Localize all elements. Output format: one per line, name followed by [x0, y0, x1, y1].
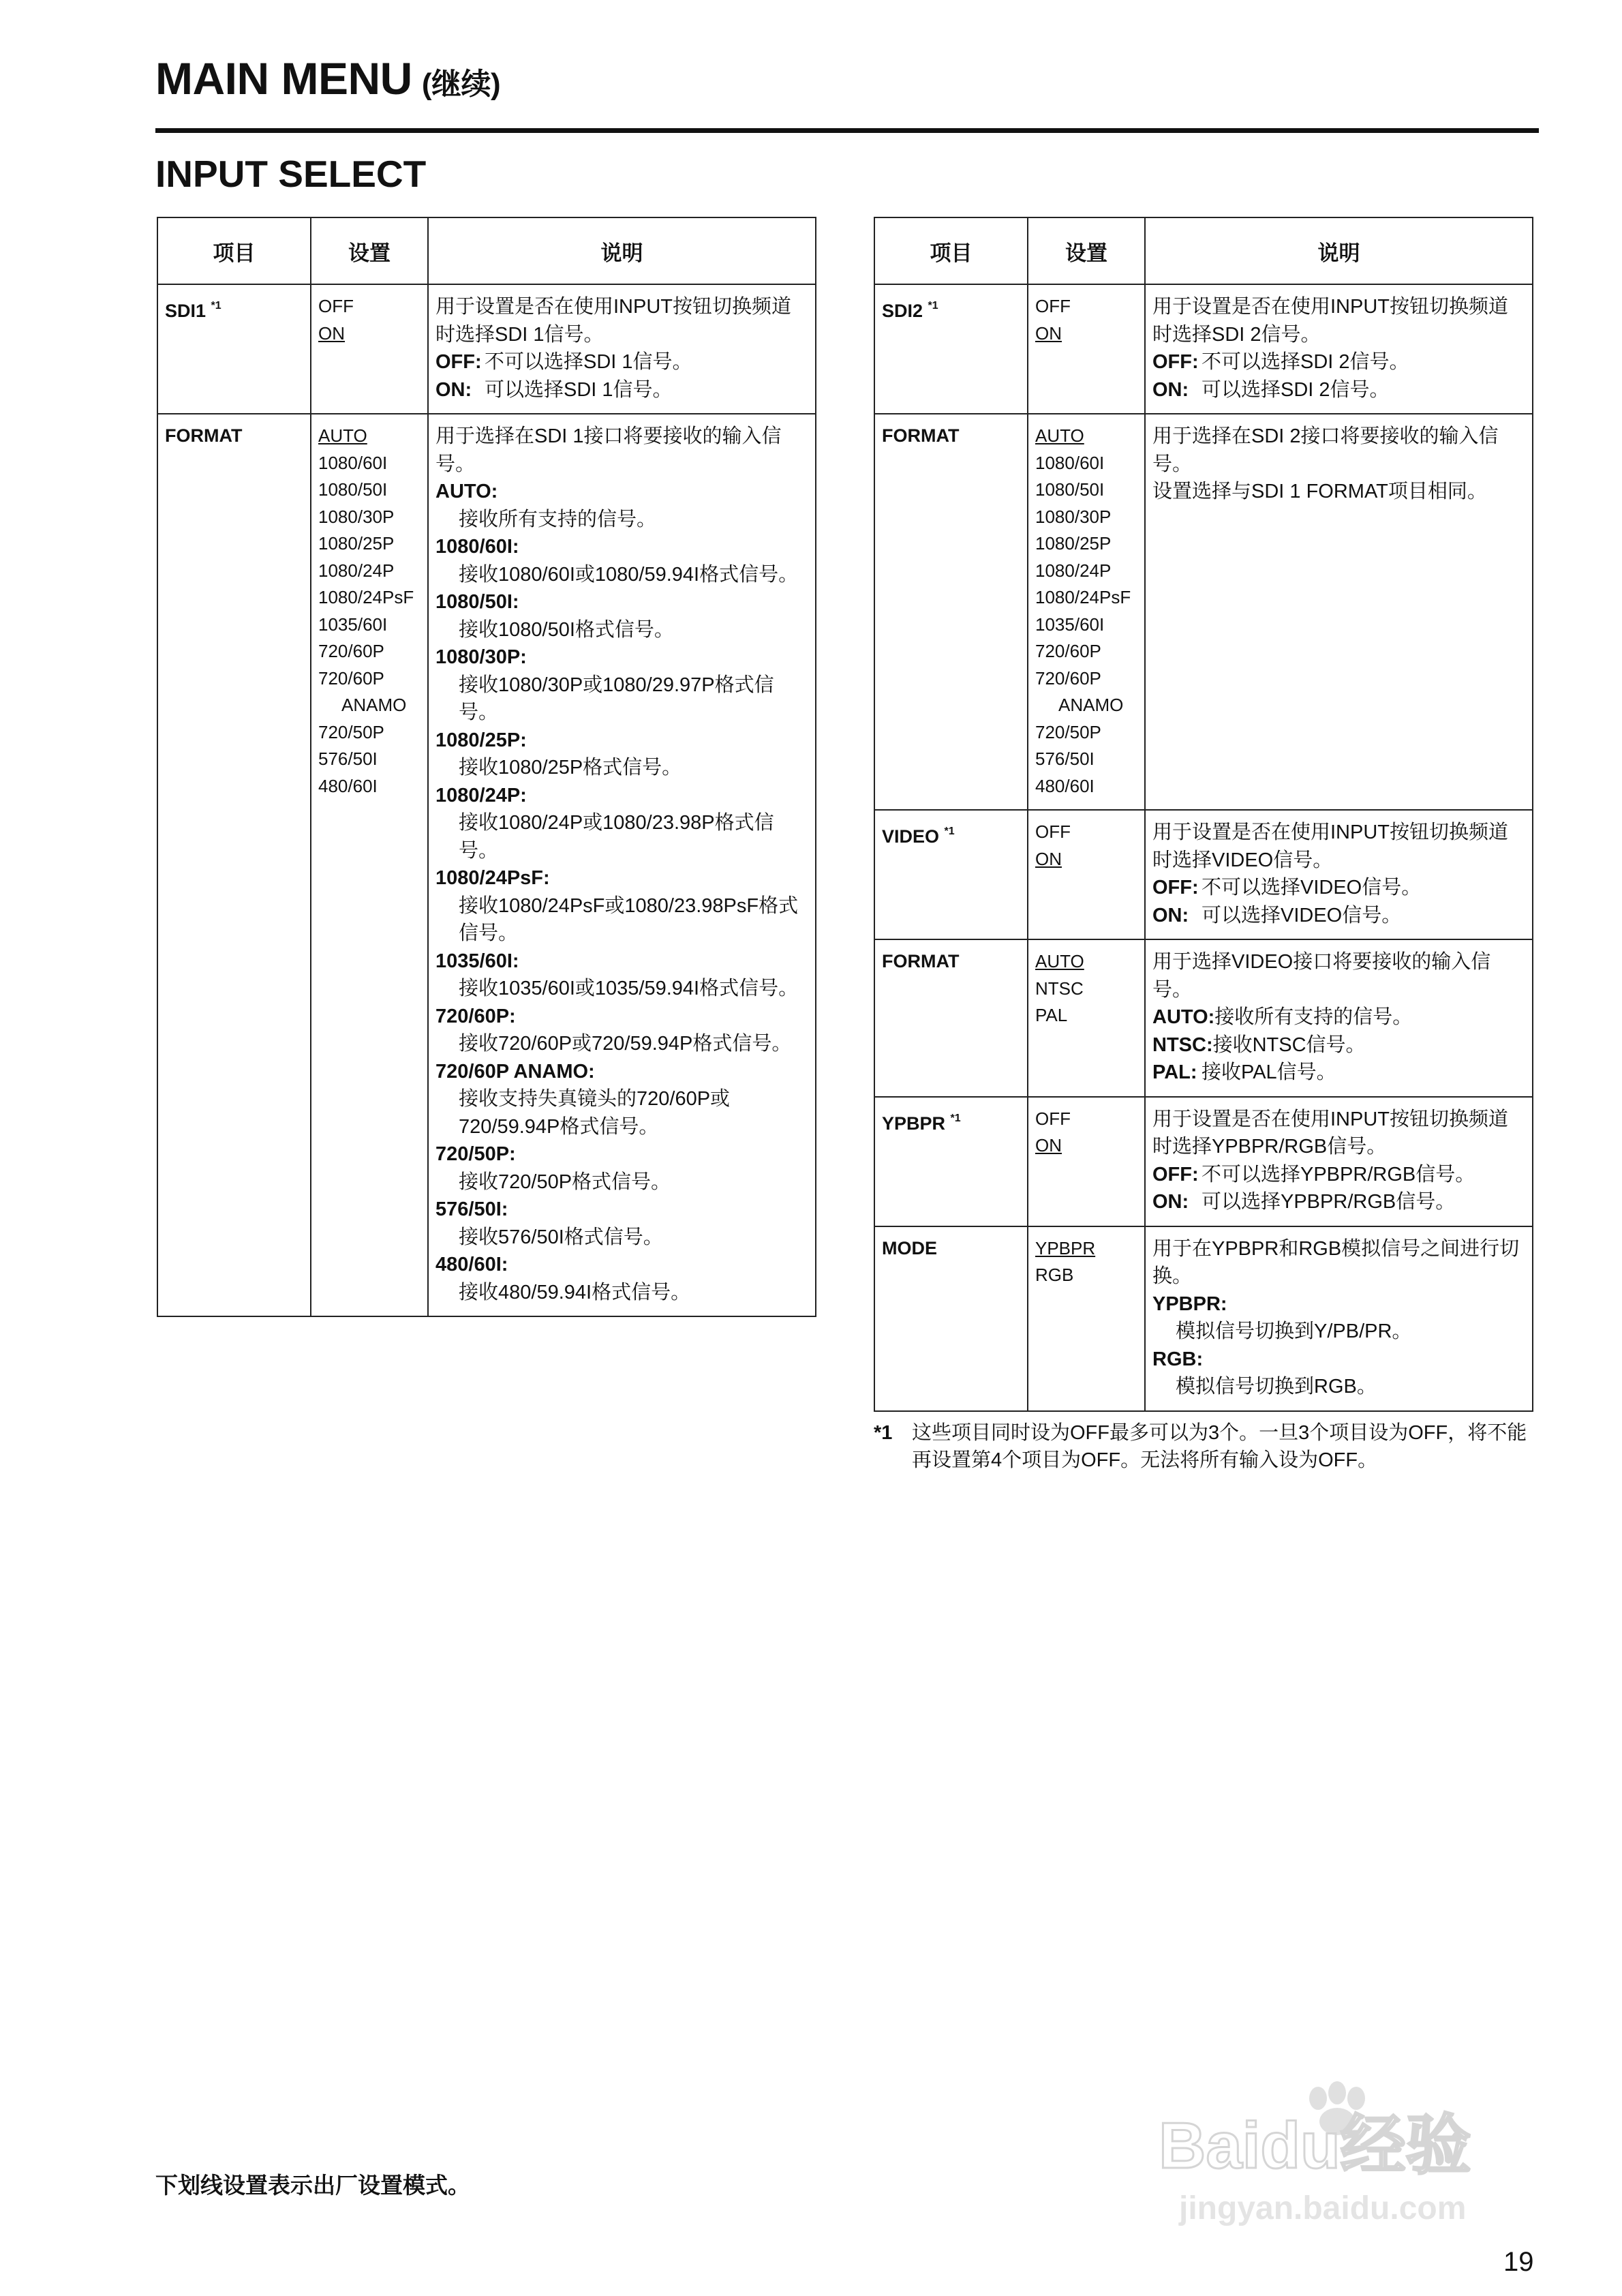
description-cell	[1145, 284, 1533, 414]
option-text: 接收PAL信号。	[1202, 1061, 1336, 1083]
settings-cell	[311, 414, 428, 1316]
description-intro: 用于设置是否在使用INPUT按钮切换频道时选择SDI 1信号。	[435, 296, 792, 346]
setting-option: OFF	[1035, 821, 1071, 842]
column-header-settings: 设置	[311, 217, 428, 284]
table-row	[874, 284, 1533, 414]
description-cell	[428, 284, 816, 414]
setting-option: OFF	[318, 296, 354, 316]
setting-option: 1035/60I	[318, 614, 388, 635]
item-cell	[874, 1097, 1028, 1226]
settings-cell	[1028, 1097, 1145, 1226]
column-header-description: 说明	[1145, 217, 1533, 284]
column-header-item: 项目	[157, 217, 311, 284]
setting-option: OFF	[1035, 296, 1071, 316]
setting-option: RGB	[1035, 1265, 1074, 1285]
option-key: ON:	[435, 378, 472, 401]
setting-option: YPBPR	[1035, 1237, 1096, 1258]
option-text: 可以选择VIDEO信号。	[1202, 904, 1402, 926]
item-name: VIDEO	[882, 826, 940, 847]
title-text: MAIN MENU	[155, 53, 412, 104]
table-row	[874, 939, 1533, 1097]
settings-cell	[1028, 284, 1145, 414]
option-key: AUTO:	[435, 481, 498, 502]
column-header-settings: 设置	[1028, 217, 1145, 284]
setting-option: 1080/60I	[1035, 452, 1105, 473]
settings-cell	[1028, 414, 1145, 810]
description-intro: 用于在YPBPR和RGB模拟信号之间进行切换。	[1152, 1237, 1520, 1287]
option-text: 接收支持失真镜头的720/60P或720/59.94P格式信号。	[459, 1088, 731, 1138]
setting-option: 720/60P	[318, 667, 384, 689]
table-row	[157, 414, 816, 1316]
option-key: PAL:	[1152, 1061, 1197, 1083]
setting-option: 1080/50I	[1035, 479, 1105, 500]
option-key: 1035/60I:	[435, 950, 519, 972]
setting-option: 576/50I	[1035, 749, 1095, 769]
setting-option: 1035/60I	[1035, 614, 1105, 635]
column-header-item: 项目	[874, 217, 1028, 284]
setting-option: 1080/24P	[1035, 560, 1112, 581]
table-row	[874, 414, 1533, 810]
item-name: MODE	[882, 1237, 937, 1258]
setting-option: OFF	[1035, 1108, 1071, 1129]
description-extra: 设置选择与SDI 1 FORMAT项目相同。	[1152, 481, 1487, 502]
option-text: 接收720/60P或720/59.94P格式信号。	[459, 1033, 792, 1055]
option-text: 不可以选择VIDEO信号。	[1202, 877, 1422, 898]
option-description	[435, 348, 808, 376]
item-cell	[874, 284, 1028, 414]
item-cell	[874, 414, 1028, 810]
description-cell	[1145, 939, 1533, 1097]
watermark-url: jingyan.baidu.com	[1179, 2190, 1467, 2226]
option-key: OFF:	[1152, 877, 1199, 898]
option-text: 接收1080/60I或1080/59.94I格式信号。	[459, 563, 799, 586]
footnote-ref: *1	[211, 300, 221, 312]
option-description	[1152, 1059, 1525, 1087]
option-text: 不可以选择SDI 1信号。	[485, 351, 692, 373]
footnote-ref: *1	[944, 826, 955, 837]
table-row	[157, 284, 816, 414]
option-text: 模拟信号切换到RGB。	[1176, 1376, 1377, 1398]
option-key: 480/60I:	[435, 1254, 508, 1275]
option-text: 接收1080/24P或1080/23.98P格式信号。	[459, 812, 774, 862]
underline-legend: 下划线设置表示出厂设置模式。	[155, 2173, 470, 2198]
option-text: 接收1035/60I或1035/59.94I格式信号。	[459, 978, 799, 999]
settings-cell	[1028, 810, 1145, 939]
setting-option: 1080/60I	[318, 452, 388, 473]
setting-option: 1080/30P	[318, 506, 395, 527]
option-key: 720/50P:	[435, 1143, 516, 1165]
page-number: 19	[1503, 2247, 1534, 2277]
footnote-text: 这些项目同时设为OFF最多可以为3个。一旦3个项目设为OFF，将不能再设置第4个项目为OFF。无法将所有输入设为OFF。	[912, 1422, 1527, 1471]
item-name: SDI2	[882, 301, 923, 321]
option-text: 接收1080/30P或1080/29.97P格式信号。	[459, 674, 774, 723]
option-text: 接收1080/50I格式信号。	[459, 618, 674, 641]
option-description	[1152, 348, 1525, 376]
option-text: 接收720/50P格式信号。	[459, 1170, 671, 1193]
description-cell	[1145, 414, 1533, 810]
watermark-brand: Baidu经验	[1159, 2109, 1471, 2182]
option-description	[1152, 874, 1525, 902]
option-key: YPBPR:	[1152, 1293, 1227, 1315]
option-text: 接收1080/24PsF或1080/23.98PsF格式信号。	[459, 894, 799, 944]
option-description	[1152, 1188, 1525, 1216]
option-key: AUTO:	[1152, 1006, 1215, 1028]
option-text: 可以选择YPBPR/RGB信号。	[1202, 1191, 1456, 1213]
option-key: 1080/30P:	[435, 646, 527, 668]
item-cell	[157, 284, 311, 414]
baidu-jingyan-watermark	[1152, 2079, 1533, 2236]
description-cell	[428, 414, 816, 1316]
description-cell	[1145, 1226, 1533, 1411]
option-key: NTSC:	[1152, 1033, 1213, 1056]
option-text: 接收480/59.94I格式信号。	[459, 1281, 691, 1303]
option-text: 不可以选择YPBPR/RGB信号。	[1202, 1163, 1475, 1185]
setting-option: 480/60I	[1035, 775, 1095, 796]
option-text: 接收所有支持的信号。	[1214, 1006, 1413, 1028]
setting-option: ANAMO	[341, 695, 407, 715]
footnote-mark: *1	[874, 1422, 893, 1444]
setting-option: ON	[1035, 848, 1062, 869]
setting-option: 1080/25P	[318, 533, 395, 554]
setting-option: 1080/24PsF	[318, 587, 414, 607]
option-key: OFF:	[1152, 351, 1199, 373]
option-key: 1080/24PsF:	[435, 867, 550, 889]
option-text: 不可以选择SDI 2信号。	[1202, 351, 1409, 373]
item-name: SDI1	[165, 301, 206, 321]
item-cell	[157, 414, 311, 1316]
section-title: INPUT SELECT	[155, 153, 427, 195]
setting-option: 480/60I	[318, 775, 378, 796]
option-key: ON:	[1152, 1191, 1189, 1213]
table-header-row	[874, 217, 1533, 284]
table-header-row	[157, 217, 816, 284]
footnote-ref: *1	[950, 1112, 961, 1124]
description-intro: 用于选择在SDI 1接口将要接收的输入信号。	[435, 425, 782, 475]
table-row	[874, 1097, 1533, 1226]
item-name: FORMAT	[882, 951, 960, 971]
setting-option: 1080/50I	[318, 479, 388, 500]
settings-cell	[1028, 939, 1145, 1097]
option-key: ON:	[1152, 378, 1189, 401]
page-title	[155, 53, 501, 104]
settings-cell	[1028, 1226, 1145, 1411]
setting-option: ON	[1035, 1135, 1062, 1155]
column-header-description: 说明	[428, 217, 816, 284]
option-key: 1080/60I:	[435, 536, 519, 558]
description-cell	[1145, 810, 1533, 939]
setting-option: AUTO	[1035, 951, 1084, 971]
left-settings-table	[157, 217, 816, 1317]
option-text: 接收NTSC信号。	[1212, 1033, 1366, 1056]
option-key: 576/50I:	[435, 1198, 508, 1220]
settings-cell	[311, 284, 428, 414]
option-description	[1152, 1031, 1525, 1059]
item-cell	[874, 810, 1028, 939]
option-description	[1152, 1003, 1525, 1031]
setting-option: 720/60P	[1035, 667, 1101, 689]
option-key: OFF:	[435, 351, 482, 373]
table-row	[874, 810, 1533, 939]
title-suffix: (继续)	[421, 67, 501, 101]
option-description	[1152, 902, 1525, 930]
option-key: ON:	[1152, 904, 1189, 926]
description-intro: 用于设置是否在使用INPUT按钮切换频道时选择SDI 2信号。	[1152, 296, 1509, 346]
option-key: OFF:	[1152, 1163, 1199, 1185]
setting-option: AUTO	[1035, 425, 1084, 446]
setting-option: 720/60P	[1035, 641, 1101, 661]
setting-option: 1080/25P	[1035, 533, 1112, 554]
option-key: 1080/24P:	[435, 784, 527, 806]
option-key: 1080/50I:	[435, 591, 519, 613]
description-cell	[1145, 1097, 1533, 1226]
option-text: 接收1080/25P格式信号。	[459, 757, 682, 779]
setting-option: ON	[1035, 322, 1062, 344]
footnote	[874, 1419, 1542, 1474]
option-key: 720/60P:	[435, 1005, 516, 1027]
option-key: 720/60P ANAMO:	[435, 1060, 595, 1083]
description-intro: 用于设置是否在使用INPUT按钮切换频道时选择YPBPR/RGB信号。	[1152, 1108, 1509, 1158]
item-name: YPBPR	[882, 1113, 946, 1134]
right-table-body	[874, 284, 1533, 1411]
setting-option: 576/50I	[318, 749, 378, 769]
setting-option: 1080/24PsF	[1035, 587, 1131, 607]
left-table-body	[157, 284, 816, 1316]
option-description	[1152, 376, 1525, 404]
option-text: 可以选择SDI 1信号。	[485, 378, 673, 401]
item-cell	[874, 939, 1028, 1097]
setting-option: 720/50P	[318, 721, 384, 742]
option-text: 模拟信号切换到Y/PB/PR。	[1176, 1320, 1412, 1342]
right-settings-table	[874, 217, 1533, 1412]
option-text: 接收所有支持的信号。	[459, 508, 657, 530]
option-description	[1152, 1161, 1525, 1189]
option-key: 1080/25P:	[435, 729, 527, 751]
setting-option: ANAMO	[1058, 695, 1124, 715]
item-name: FORMAT	[165, 425, 243, 446]
option-text: 可以选择SDI 2信号。	[1202, 378, 1390, 401]
setting-option: ON	[318, 322, 345, 344]
setting-option: 1080/30P	[1035, 506, 1112, 527]
item-name: FORMAT	[882, 425, 960, 446]
description-intro: 用于选择在SDI 2接口将要接收的输入信号。	[1152, 425, 1499, 475]
setting-option: 720/50P	[1035, 721, 1101, 742]
table-row	[874, 1226, 1533, 1411]
item-cell	[874, 1226, 1028, 1411]
option-text: 接收576/50I格式信号。	[459, 1226, 663, 1248]
description-intro: 用于设置是否在使用INPUT按钮切换频道时选择VIDEO信号。	[1152, 821, 1509, 871]
option-key: RGB:	[1152, 1348, 1204, 1370]
setting-option: PAL	[1035, 1005, 1068, 1025]
description-intro: 用于选择VIDEO接口将要接收的输入信号。	[1152, 951, 1491, 1001]
header-rule	[155, 128, 1539, 133]
setting-option: 1080/24P	[318, 560, 395, 581]
footnote-ref: *1	[928, 300, 938, 312]
option-description	[435, 376, 808, 404]
setting-option: 720/60P	[318, 641, 384, 661]
setting-option: NTSC	[1035, 978, 1084, 999]
setting-option: AUTO	[318, 425, 367, 446]
